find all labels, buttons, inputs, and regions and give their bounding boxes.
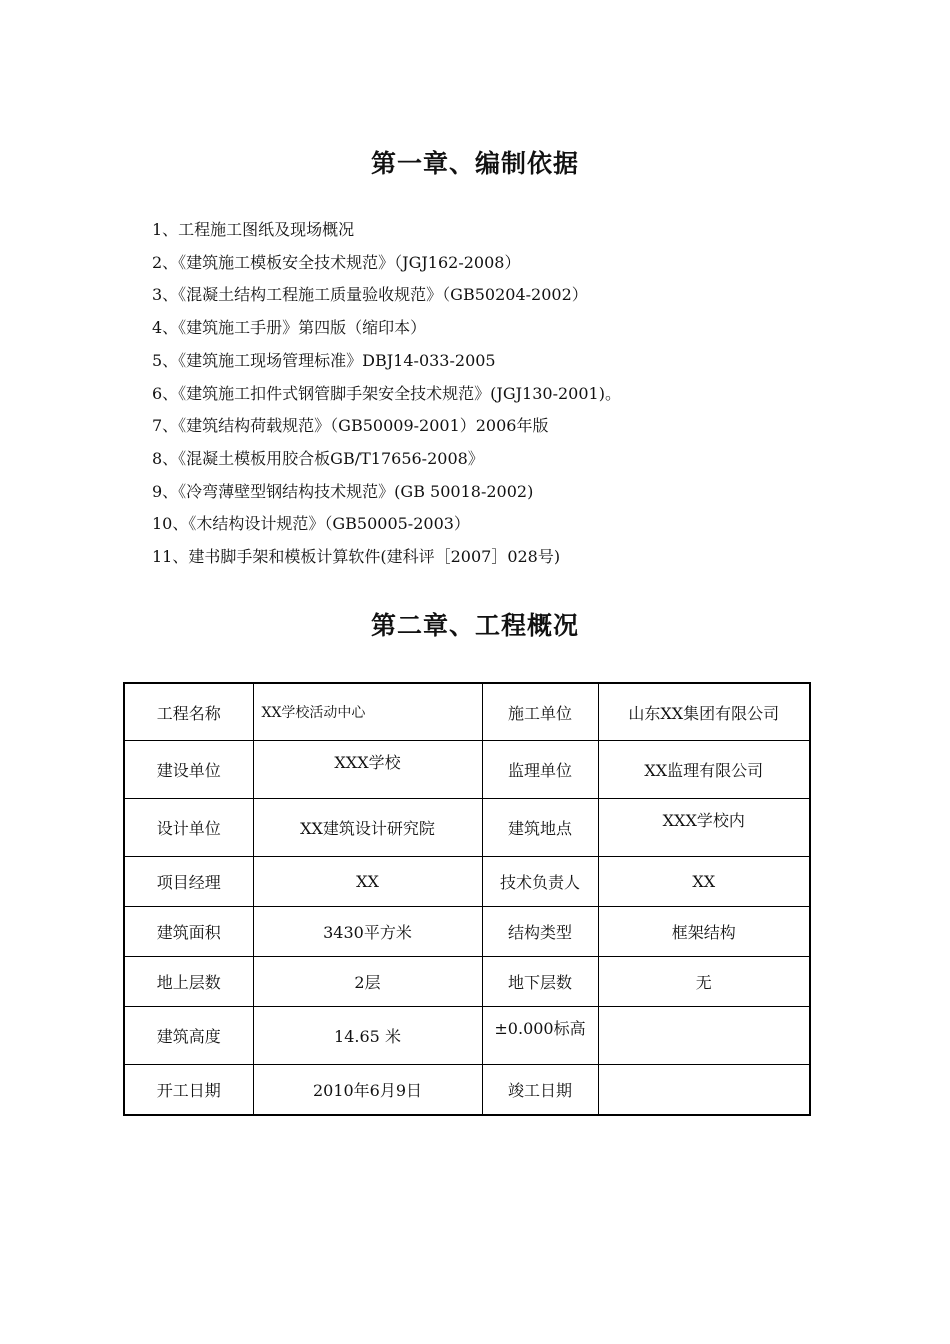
- table-value: 3430平方米: [253, 907, 482, 957]
- table-label: 结构类型: [482, 907, 598, 957]
- table-value: XX学校活动中心: [253, 683, 482, 741]
- reference-list: [152, 214, 621, 574]
- table-value: 2层: [253, 957, 482, 1007]
- table-label: 地上层数: [124, 957, 253, 1007]
- chapter-1-title: 第一章、编制依据: [370, 149, 579, 178]
- reference-item: 4、《建筑施工手册》第四版（缩印本）: [152, 318, 427, 338]
- reference-item: 7、《建筑结构荷载规范》（GB50009-2001）2006年版: [152, 416, 549, 436]
- table-label: 建筑高度: [124, 1007, 253, 1065]
- table-row: [124, 907, 810, 957]
- reference-item: 1、工程施工图纸及现场概况: [152, 220, 355, 239]
- reference-item: 8、《混凝土模板用胶合板GB/T17656-2008》: [152, 448, 484, 468]
- table-row: [124, 857, 810, 907]
- project-info-table: [123, 682, 811, 1116]
- table-value: XXX学校: [253, 741, 482, 799]
- table-value: [598, 1007, 810, 1065]
- reference-item: 6、《建筑施工扣件式钢管脚手架安全技术规范》(JGJ130-2001)。: [152, 383, 621, 403]
- table-label: 开工日期: [124, 1065, 253, 1116]
- table-value: XXX学校内: [598, 799, 810, 857]
- reference-item: 11、建书脚手架和模板计算软件(建科评［2007］028号): [152, 547, 561, 567]
- table-value: 框架结构: [598, 907, 810, 957]
- table-value: 2010年6月9日: [253, 1065, 482, 1116]
- table-label: ±0.000标高: [482, 1007, 598, 1065]
- table-label: 设计单位: [124, 799, 253, 857]
- table-label: 建筑面积: [124, 907, 253, 957]
- table-value: XX: [253, 857, 482, 907]
- reference-item: 2、《建筑施工模板安全技术规范》（JGJ162-2008）: [152, 252, 521, 272]
- table-value: [598, 1065, 810, 1116]
- table-value: XX: [598, 857, 810, 907]
- table-value: XX监理有限公司: [598, 741, 810, 799]
- chapter-2-title: 第二章、工程概况: [370, 611, 579, 640]
- table-value: XX建筑设计研究院: [253, 799, 482, 857]
- table-label: 地下层数: [482, 957, 598, 1007]
- table-label: 建设单位: [124, 741, 253, 799]
- reference-item: 5、《建筑施工现场管理标准》DBJ14-033-2005: [152, 350, 496, 370]
- table-value: 山东XX集团有限公司: [598, 683, 810, 741]
- table-label: 监理单位: [482, 741, 598, 799]
- table-label: 建筑地点: [482, 799, 598, 857]
- reference-item: 9、《冷弯薄壁型钢结构技术规范》(GB 50018-2002): [152, 481, 534, 501]
- table-row: [124, 1065, 810, 1116]
- table-value: 14.65 米: [253, 1007, 482, 1065]
- table-label: 施工单位: [482, 683, 598, 741]
- table-label: 竣工日期: [482, 1065, 598, 1116]
- table-label: 工程名称: [124, 683, 253, 741]
- table-row: [124, 957, 810, 1007]
- table-row: [124, 741, 810, 799]
- table-value: 无: [598, 957, 810, 1007]
- reference-item: 3、《混凝土结构工程施工质量验收规范》（GB50204-2002）: [152, 285, 588, 305]
- table-row: [124, 1007, 810, 1065]
- table-row: [124, 799, 810, 857]
- table-label: 技术负责人: [482, 857, 598, 907]
- table-label: 项目经理: [124, 857, 253, 907]
- table-row: [124, 683, 810, 741]
- reference-item: 10、《木结构设计规范》（GB50005-2003）: [152, 514, 470, 534]
